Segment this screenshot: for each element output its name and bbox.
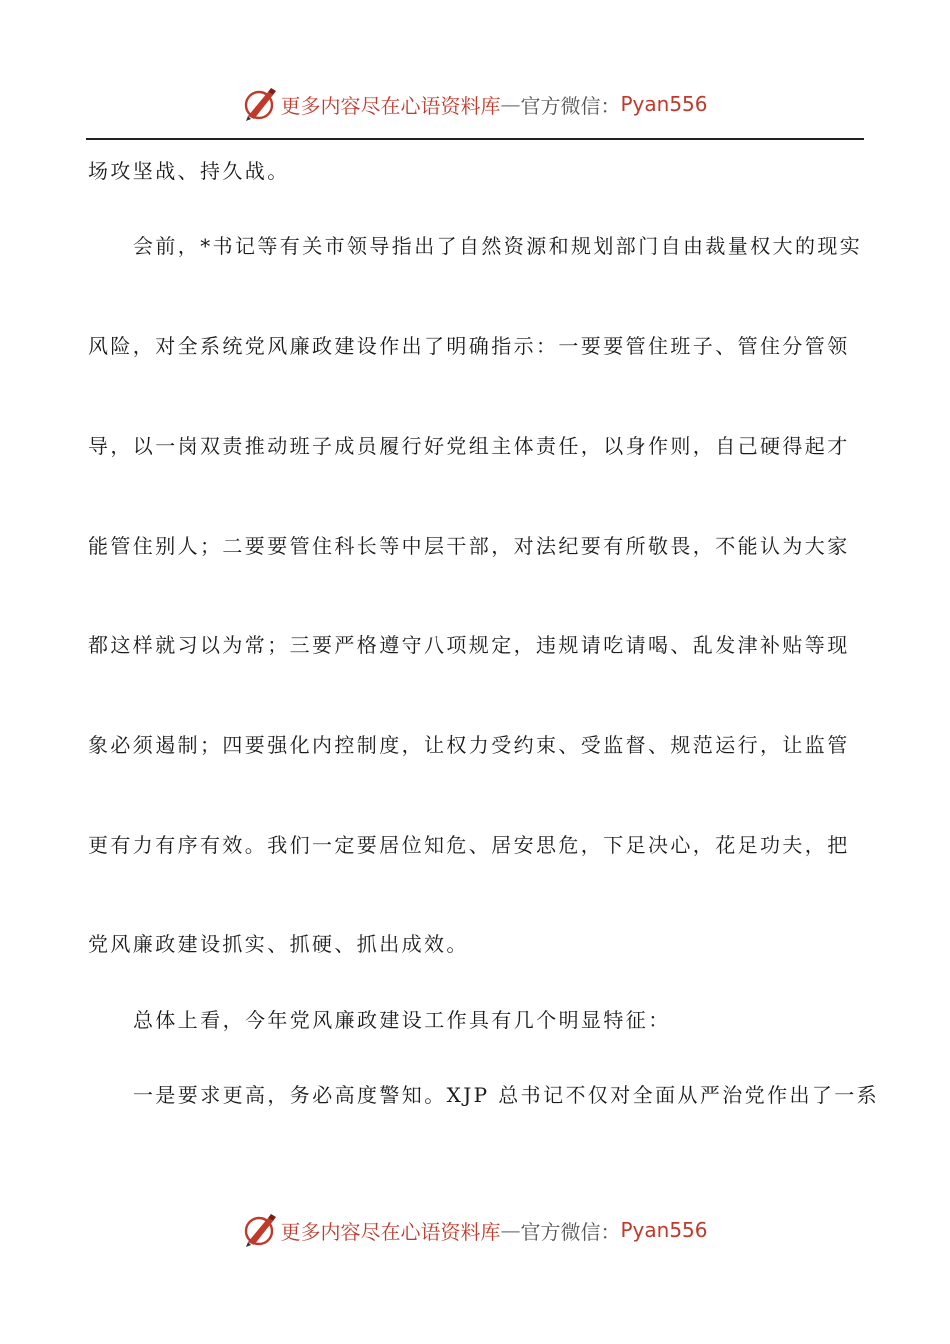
- header-divider: [86, 138, 864, 140]
- body-line: 一是要求更高，务必高度警知。XJP 总书记不仅对全面从严治党作出了一系: [133, 1083, 880, 1107]
- banner-wechat-label: 官方微信：: [520, 1219, 621, 1244]
- body-line: 导，以一岗双责推动班子成员履行好党组主体责任，以身作则，自己硬得起才: [88, 434, 850, 458]
- body-line: 党风廉政建设抓实、抓硬、抓出成效。: [88, 932, 469, 956]
- banner-account: Pyan556: [620, 92, 708, 116]
- body-line: 更有力有序有效。我们一定要居位知危、居安思危，下足决心，花足功夫，把: [88, 833, 850, 857]
- pen-logo-icon: [242, 86, 278, 122]
- body-line: 都这样就习以为常；三要严格遵守八项规定，违规请吃请喝、乱发津补贴等现: [88, 633, 850, 657]
- pen-logo-icon: [242, 1212, 278, 1248]
- body-line: 场攻坚战、持久战。: [88, 159, 290, 183]
- banner-wechat-label: 官方微信：: [520, 93, 621, 118]
- header-watermark-banner: [0, 84, 950, 124]
- footer-watermark-banner: [0, 1210, 950, 1250]
- banner-dash: —: [500, 92, 521, 116]
- banner-account: Pyan556: [620, 1218, 708, 1242]
- banner-site-text: 更多内容尽在心语资料库: [280, 93, 501, 118]
- banner-dash: —: [500, 1218, 521, 1242]
- body-line: 能管住别人；二要要管住科长等中层干部，对法纪要有所敬畏，不能认为大家: [88, 534, 850, 558]
- body-line: 象必须遏制；四要强化内控制度，让权力受约束、受监督、规范运行，让监管: [88, 733, 850, 757]
- banner-site-text: 更多内容尽在心语资料库: [280, 1219, 501, 1244]
- body-line: 会前，*书记等有关市领导指出了自然资源和规划部门自由裁量权大的现实: [133, 234, 863, 258]
- body-line: 总体上看，今年党风廉政建设工作具有几个明显特征：: [133, 1008, 671, 1032]
- body-line: 风险，对全系统党风廉政建设作出了明确指示：一要要管住班子、管住分管领: [88, 334, 850, 358]
